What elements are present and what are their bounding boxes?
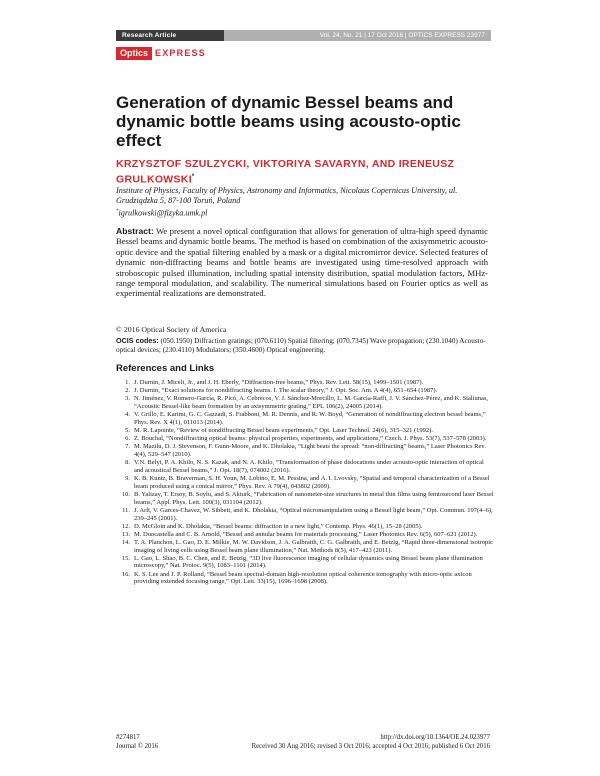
author-list <box>116 158 486 187</box>
journal-copyright: Journal © 2016 <box>116 742 159 750</box>
journal-logo <box>116 46 206 60</box>
reference-number: 14. <box>121 538 130 546</box>
reference-text: L. Gao, L. Shao, B. C. Chen, and E. Betzig, “3D live fluorescence imaging of cellular dynamics using Bessel beam plane illumination microscopy,” Nat. Protoc. 9(5), 1083–1101 (2014). <box>134 554 483 570</box>
reference-number: 10. <box>121 490 130 498</box>
affiliation: Institute of Physics, Faculty of Physics, Astronomy and Informatics, Nicolaus Copernicus University, ul. Grudziądzka 5, 87-100 Toruń, Poland <box>116 186 458 205</box>
doi-link[interactable]: http://dx.doi.org/10.1364/OE.24.023977 <box>380 734 490 741</box>
paper-title: Generation of dynamic Bessel beams and dynamic bottle beams using acousto-optic effect <box>116 93 461 150</box>
reference-number: 15. <box>121 554 130 562</box>
reference-number: 2. <box>125 387 130 395</box>
email-mark: * <box>116 209 119 214</box>
ocis-label: OCIS codes: <box>116 336 159 345</box>
reference-item <box>116 523 494 531</box>
reference-item <box>116 491 494 507</box>
reference-text: M. Mazilu, D. J. Stevenson, F. Gunn-Moore, and K. Dholakia, “Light beats the spread: “non-diffracting” beams,” Laser Photonics Rev. 4(4), 529–547 (2010). <box>134 443 486 458</box>
manuscript-id: #274817 <box>116 734 140 741</box>
reference-number: 8. <box>125 459 130 467</box>
reference-number: 6. <box>125 435 130 443</box>
reference-text: Z. Bouchal, “Nondiffracting optical beams: physical properties, experiments, and applications,” Czech. J. Phys. 53(7), 537–578 (2003). <box>134 435 487 443</box>
reference-item <box>116 427 494 435</box>
reference-item <box>116 531 494 539</box>
author-names: KRZYSZTOF SZULZYCKI, VIKTORIYA SAVARYN, AND IRENEUSZ GRULKOWSKI <box>116 158 455 186</box>
reference-number: 12. <box>121 522 130 530</box>
references-list <box>116 379 494 586</box>
copyright-notice: © 2016 Optical Society of America <box>116 325 227 334</box>
reference-text: B. Yalizay, T. Ersoy, B. Soylu, and S. Akturk, “Fabrication of nanometer-size structures in metal thin films using femtosecond laser Bessel beams,” Appl. Phys. Lett. 100(3), 031104 (2012). <box>134 490 494 506</box>
article-type-label: Research Article <box>116 30 224 41</box>
logo-optics-text: Optics <box>116 47 152 60</box>
reference-number: 11. <box>122 506 130 514</box>
reference-item <box>116 539 494 555</box>
email-address[interactable]: igrulkowski@fizyka.umk.pl <box>118 208 208 218</box>
abstract-label: Abstract: <box>116 226 154 236</box>
reference-item <box>116 507 494 523</box>
reference-text: J. Arlt, V. Garces-Chavez, W. Sibbett, and K. Dholakia, “Optical micromanipulation using a Bessel light beam,” Opt. Commun. 197(4–6), 239–245 (2001). <box>134 506 493 522</box>
reference-text: M. Duocastella and C. B. Arnold, “Bessel and annular beams for materials processing,” Laser Photonics Rev. 6(5), 607–621 (2012). <box>134 530 478 538</box>
reference-number: 3. <box>125 395 130 403</box>
corresponding-author-mark: * <box>191 174 195 180</box>
abstract <box>116 226 488 299</box>
reference-text: K. S. Lee and J. P. Rolland, “Bessel beam spectral-domain high-resolution optical coherence tomography with micro-optic axicon providing extended focusing range,” Opt. Lett. 33(15), 1696–1698 (2008). <box>134 570 472 586</box>
ocis-text: (050.1950) Diffraction gratings; (070.6110) Spatial filtering; (070.7345) Wave propagation; (230.1040) Acousto-optical devices; (230.4110) Modulators; (350.4600) Optical engineering. <box>116 337 486 355</box>
corresponding-email <box>116 207 207 219</box>
footer-left <box>116 734 158 751</box>
reference-text: T. A. Planchon, L. Gao, D. E. Milkie, M. W. Davidson, J. A. Galbraith, C. G. Galbraith, and E. Betzig, “Rapid three-dimensional isotropic imaging of living cells using Bessel beam plane illumination,” Nat. Methods 8(5), 417–423 (2011). <box>134 538 493 554</box>
logo-express-text: EXPRESS <box>155 48 206 58</box>
publication-dates: Received 30 Aug 2016; revised 3 Oct 2016; accepted 4 Oct 2016; published 6 Oct 2016 <box>251 742 490 750</box>
reference-number: 5. <box>125 426 130 434</box>
reference-item <box>116 435 494 443</box>
journal-header-bar <box>116 30 491 41</box>
reference-item <box>116 443 494 459</box>
reference-item <box>116 379 494 387</box>
citation-line: Vol. 24, No. 21 | 17 Oct 2016 | OPTICS EXPRESS 23977 <box>319 32 485 39</box>
ocis-codes <box>116 336 488 356</box>
reference-item <box>116 411 494 427</box>
reference-text: K. B. Kuntz, B. Braverman, S. H. Youn, M. Lobino, E. M. Pessina, and A. I. Lvovsky, “Spatial and temporal characterization of a Bessel beam produced using a conical mirror,” Phys. Rev. A 79(4), 043802 (2009). <box>134 474 490 490</box>
reference-number: 9. <box>125 474 130 482</box>
reference-text: D. McGloin and K. Dholakia, “Bessel beams: diffraction in a new light,” Contemp. Phys. 46(1), 15–28 (2005). <box>134 522 423 530</box>
reference-number: 1. <box>125 379 130 386</box>
reference-text: J. Durnin, J. Miceli, Jr., and J. H. Eberly, “Diffraction-free beams,” Phys. Rev. Lett. 58(15), 1499–1501 (1987). <box>134 379 424 386</box>
abstract-text: We present a novel optical configuration that allows for generation of ultra-high speed dynamic Bessel beams and dynamic bottle beams. The method is based on combination of the axisymmetric acousto-optic device and the spatial filtering enabled by a mask or a digital micromirror device. Selected features of dynamic non-diffracting beams and bottle beams are investigated using time-resolved approach with stroboscopic pulsed illumination, including spatial intensity distribution, spatial modulation factors, MHz-range temporal modulation, and scalability. The numerical simulations based on Fourier optics as well as experimental realizations are demonstrated. <box>116 226 488 299</box>
reference-text: N. Jiménez, V. Romero-García, R. Picó, A. Cebrecos, V. J. Sánchez-Morcillo, L. M. García-Raffi, J. V. Sánchez-Pérez, and K. Staliunas, “Acoustic Bessel-like beam formation by an axisymmetric grating,” EPL 106(2), 24005 (2014). <box>134 395 489 410</box>
reference-item <box>116 395 494 411</box>
reference-text: J. Durnin, “Exact solutions for nondiffracting beams. I. The scalar theory,” J. Opt. Soc. Am. A 4(4), 651–654 (1987). <box>134 387 438 395</box>
reference-number: 16. <box>121 570 130 578</box>
reference-text: M. R. Lapointe, “Review of nondiffracting Bessel beam experiments,” Opt. Laser Technol. 24(6), 315–321 (1992). <box>134 426 433 434</box>
footer-right <box>252 734 490 751</box>
reference-text: V.N. Belyi, P. A. Khilo, N. S. Kazak, and N. A. Khilo, “Transformation of phase dislocations under acousto-optic interaction of optical and acoustical Bessel beams,” J. Opt. 18(7), 074002 (2016). <box>134 459 484 474</box>
references-heading: References and Links <box>116 363 215 374</box>
reference-text: V. Grillo, E. Karimi, G. C. Gazzadi, S. Frabboni, M. R. Dennis, and R. W. Boyd, “Generation of nondiffracting electron bessel beams,” Phys. Rev. X 4(1), 011013 (2014). <box>134 411 486 426</box>
reference-item <box>116 459 494 475</box>
reference-item <box>116 387 494 395</box>
reference-number: 7. <box>125 443 130 451</box>
reference-item <box>116 475 494 491</box>
reference-item <box>116 555 494 571</box>
reference-item <box>116 571 494 587</box>
reference-number: 4. <box>125 411 130 419</box>
reference-number: 13. <box>121 530 130 538</box>
